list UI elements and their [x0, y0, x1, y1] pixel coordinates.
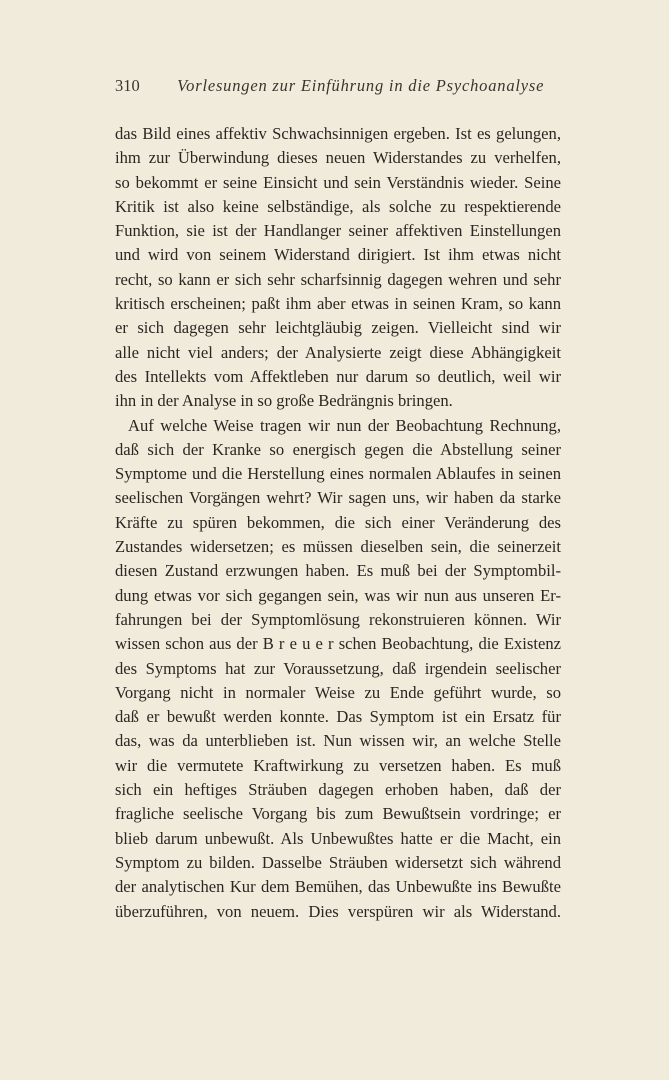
text-line: wissen schon aus der B r e u e r schen Beobachtung, die Existenz [115, 634, 561, 654]
page-number: 310 [115, 76, 140, 95]
text-line: fragliche seelische Vorgang bis zum Bewußtsein vordringe; er [115, 804, 561, 824]
text-line: und wird von seinem Widerstand dirigiert. Ist ihm etwas nicht [115, 245, 561, 265]
text-line: Funktion, sie ist der Handlanger seiner affektiven Einstellungen [115, 221, 561, 241]
text-line: des Symptoms hat zur Voraussetzung, daß irgendein seelischer [115, 658, 561, 678]
text-line: das Bild eines affektiv Schwachsinnigen ergeben. Ist es gelungen, [115, 124, 561, 143]
running-header [115, 76, 561, 96]
text-line: diesen Zustand erzwungen haben. Es muß bei der Symptombil- [115, 561, 561, 581]
text-line: ihn in der Analyse in so große Bedrängnis bringen. [115, 391, 453, 411]
text-line: Kräfte zu spüren bekommen, die sich einer Veränderung des [115, 512, 561, 532]
text-line: Vorgang nicht in normaler Weise zu Ende geführt wurde, so [115, 682, 561, 702]
text-line: Auf welche Weise tragen wir nun der Beobachtung Rechnung, [128, 415, 561, 435]
text-line: seelischen Vorgängen wehrt? Wir sagen uns, wir haben da starke [115, 488, 561, 508]
text-line: alle nicht viel anders; der Analysierte zeigt diese Abhängigkeit [115, 342, 561, 362]
text-line: fahrungen bei der Symptomlösung rekonstruieren können. Wir [115, 609, 561, 629]
text-line: blieb darum unbewußt. Als Unbewußtes hatte er die Macht, ein [115, 828, 561, 848]
text-line: Kritik ist also keine selbständige, als solche zu respektierende [115, 196, 561, 216]
text-line: er sich dagegen sehr leichtgläubig zeigen. Vielleicht sind wir [115, 318, 561, 338]
text-line: das, was da unterblieben ist. Nun wissen wir, an welche Stelle [115, 731, 561, 751]
text-line: Symptome und die Herstellung eines normalen Ablaufes in seinen [115, 464, 561, 484]
text-line: überzuführen, von neuem. Dies verspüren wir als Widerstand. [115, 901, 561, 921]
text-line: sich ein heftiges Sträuben dagegen erhoben haben, daß der [115, 780, 561, 800]
body-text [115, 122, 561, 924]
text-line: so bekommt er seine Einsicht und sein Verständnis wieder. Seine [115, 172, 561, 192]
text-line: wir die vermutete Kraftwirkung zu versetzen haben. Es muß [115, 755, 561, 775]
text-line: Zustandes widersetzen; es müssen dieselben sein, die seinerzeit [115, 537, 561, 557]
text-line: des Intellekts vom Affektleben nur darum so deutlich, weil wir [115, 366, 561, 386]
text-line: ihm zur Überwindung dieses neuen Widerstandes zu verhelfen, [115, 148, 561, 168]
text-line: der analytischen Kur dem Bemühen, das Unbewußte ins Bewußte [115, 877, 561, 897]
text-line: recht, so kann er sich sehr scharfsinnig dagegen wehren und sehr [115, 269, 561, 289]
text-line: dung etwas vor sich gegangen sein, was wir nun aus unseren Er- [115, 585, 561, 605]
text-line: daß sich der Kranke so energisch gegen die Abstellung seiner [115, 439, 561, 459]
text-line: Symptom zu bilden. Dasselbe Sträuben widersetzt sich während [115, 852, 561, 872]
running-title: Vorlesungen zur Einführung in die Psychoanalyse [177, 76, 545, 95]
text-line: daß er bewußt werden konnte. Das Symptom ist ein Ersatz für [115, 707, 561, 727]
text-line: kritisch erscheinen; paßt ihm aber etwas in seinen Kram, so kann [115, 294, 561, 314]
